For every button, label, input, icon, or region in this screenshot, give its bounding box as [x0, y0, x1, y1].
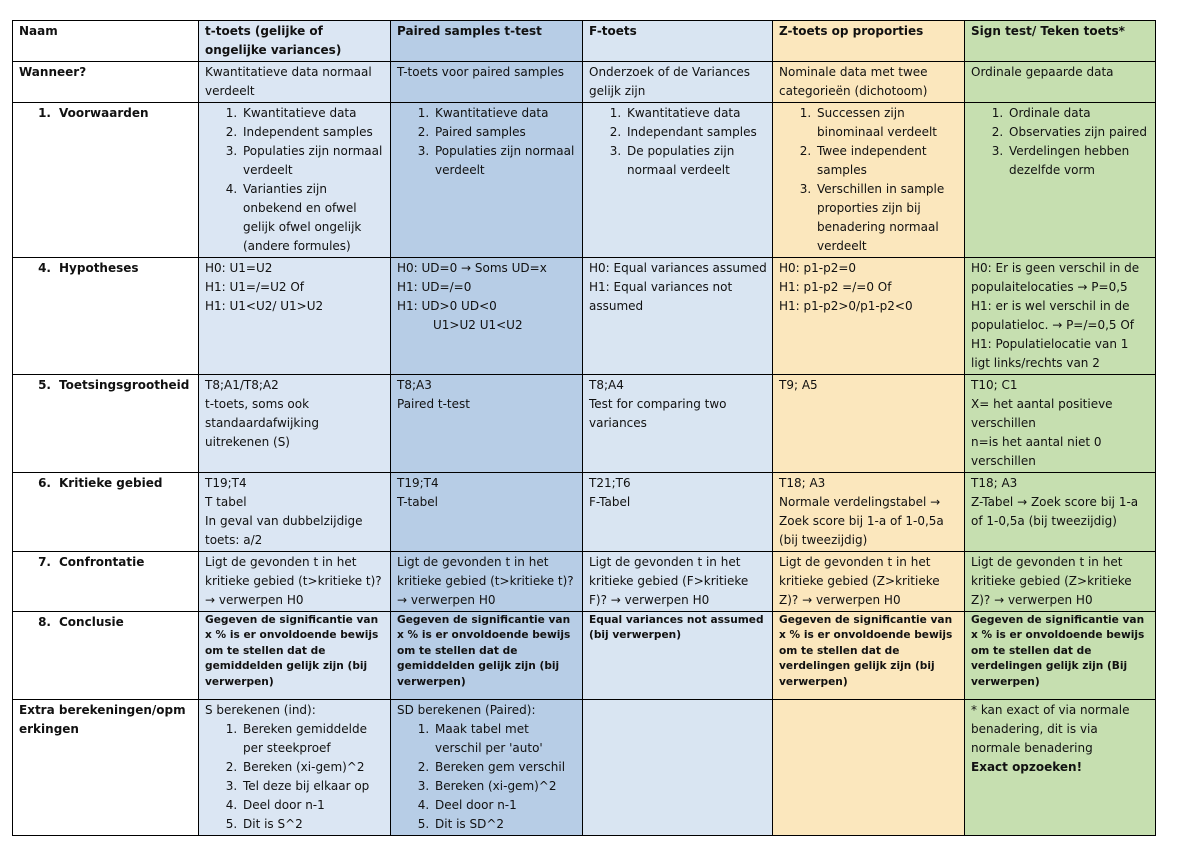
- row-label-kritieke: [13, 473, 199, 552]
- row-label-toetsingsgrootheid: [13, 375, 199, 473]
- header-row: [13, 21, 1156, 62]
- cell-hypotheses-sign: [965, 258, 1156, 375]
- header-paired: Paired samples t-test: [391, 21, 583, 62]
- cell-voorwaarden-sign: [965, 103, 1156, 258]
- header-f-toets: F-toets: [583, 21, 773, 62]
- note-emphasis: Exact opzoeken!: [971, 760, 1083, 774]
- text-line: T10; C1: [971, 378, 1018, 392]
- steps-list: [205, 720, 385, 834]
- conditions-list: [779, 104, 959, 256]
- cell-confrontatie-sign: Ligt de gevonden t in het kritieke gebied (Z>kritieke Z)? → verwerpen H0: [965, 552, 1156, 612]
- text-line: In geval van dubbelzijdige toets: a/2: [205, 514, 363, 547]
- text-line: Test for comparing two variances: [589, 397, 727, 430]
- text-line: T tabel: [205, 495, 247, 509]
- hypothesis-line: H1: U1=/=U2 Of: [205, 280, 304, 294]
- cell-voorwaarden-f: [583, 103, 773, 258]
- cell-extra-sign: [965, 700, 1156, 836]
- row-voorwaarden: [13, 103, 1156, 258]
- cell-conclusie-sign: Gegeven de significantie van x % is er onvoldoende bewijs om te stellen dat de verdelingen gelijk zijn (Bij verwerpen): [965, 612, 1156, 700]
- cell-toets-t: [199, 375, 391, 473]
- cell-voorwaarden-t: [199, 103, 391, 258]
- text-line: T8;A4: [589, 378, 624, 392]
- cell-hypotheses-paired: [391, 258, 583, 375]
- row-title: Kritieke gebied: [59, 476, 163, 490]
- conditions-list: [205, 104, 385, 256]
- row-number: 5.: [38, 378, 51, 392]
- text-line: X= het aantal positieve verschillen: [971, 397, 1113, 430]
- text-line: T-tabel: [397, 495, 438, 509]
- steps-list: [397, 720, 577, 834]
- list-item: 1. Successen zijn binominaal verdeelt: [815, 104, 959, 142]
- cell-confrontatie-paired: Ligt de gevonden t in het kritieke gebied (t>kritieke t)? → verwerpen H0: [391, 552, 583, 612]
- text-line: Normale verdelingstabel → Zoek score bij 1-a of 1-0,5a (bij tweezijdig): [779, 495, 944, 547]
- text-line: T18; A3: [971, 476, 1018, 490]
- cell-conclusie-t: Gegeven de significantie van x % is er onvoldoende bewijs om te stellen dat de gemiddelden gelijk zijn (bij verwerpen): [199, 612, 391, 700]
- row-label-wanneer: Wanneer?: [13, 62, 199, 103]
- cell-kritieke-z: [773, 473, 965, 552]
- conditions-list: [971, 104, 1150, 180]
- text-line: t-toets, soms ook standaardafwijking uitrekenen (S): [205, 397, 319, 449]
- extra-title: S berekenen (ind):: [205, 703, 316, 717]
- list-item: 2. Observaties zijn paired: [1007, 123, 1150, 142]
- row-label-hypotheses: [13, 258, 199, 375]
- row-title: Confrontatie: [59, 555, 145, 569]
- row-wanneer: [13, 62, 1156, 103]
- list-item: 3. Verschillen in sample proporties zijn bij benadering normaal verdeelt: [815, 180, 959, 256]
- cell-conclusie-paired: Gegeven de significantie van x % is er onvoldoende bewijs om te stellen dat de gemiddelden gelijk zijn (bij verwerpen): [391, 612, 583, 700]
- list-item: 3. Populaties zijn normaal verdeelt: [241, 142, 385, 180]
- cell-toets-paired: [391, 375, 583, 473]
- row-label-confrontatie: [13, 552, 199, 612]
- cell-wanneer-sign: Ordinale gepaarde data: [965, 62, 1156, 103]
- cell-toets-z: [773, 375, 965, 473]
- list-item: 4. Deel door n-1: [241, 796, 385, 815]
- row-label-voorwaarden: [13, 103, 199, 258]
- cell-confrontatie-t: Ligt de gevonden t in het kritieke gebied (t>kritieke t)? → verwerpen H0: [199, 552, 391, 612]
- text-line: T19;T4: [205, 476, 247, 490]
- hypothesis-line: H1: UD=/=0: [397, 280, 472, 294]
- row-title: Hypotheses: [59, 261, 139, 275]
- text-line: T18; A3: [779, 476, 826, 490]
- row-label-extra: Extra berekeningen/opmerkingen: [13, 700, 199, 836]
- list-item: 1. Ordinale data: [1007, 104, 1150, 123]
- hypothesis-line: H1: Populatielocatie van 1 ligt links/rechts van 2: [971, 337, 1129, 370]
- cell-conclusie-z: Gegeven de significantie van x % is er onvoldoende bewijs om te stellen dat de verdelingen gelijk zijn (bij verwerpen): [773, 612, 965, 700]
- list-item: 2. Bereken (xi-gem)^2: [241, 758, 385, 777]
- list-item: 2. Independent samples: [241, 123, 385, 142]
- hypothesis-line: H0: UD=0 → Soms UD=x: [397, 261, 547, 275]
- list-item: 5. Dit is SD^2: [433, 815, 577, 834]
- row-number: 4.: [38, 261, 51, 275]
- header-sign-test: Sign test/ Teken toets*: [965, 21, 1156, 62]
- text-line: T8;A1/T8;A2: [205, 378, 279, 392]
- row-number: 8.: [38, 615, 51, 629]
- hypothesis-line: H1: p1-p2 =/=0 Of: [779, 280, 892, 294]
- cell-kritieke-sign: [965, 473, 1156, 552]
- comparison-table-sheet: [12, 20, 1156, 836]
- cell-wanneer-f: Onderzoek of de Variances gelijk zijn: [583, 62, 773, 103]
- hypothesis-line: H1: U1<U2/ U1>U2: [205, 299, 324, 313]
- row-number: 6.: [38, 476, 51, 490]
- list-item: 1. Kwantitatieve data: [433, 104, 577, 123]
- conditions-list: [397, 104, 577, 180]
- cell-voorwaarden-z: [773, 103, 965, 258]
- row-label-conclusie: [13, 612, 199, 700]
- cell-confrontatie-f: Ligt de gevonden t in het kritieke gebied (F>kritieke F)? → verwerpen H0: [583, 552, 773, 612]
- row-toetsingsgrootheid: [13, 375, 1156, 473]
- list-item: 4. Varianties zijn onbekend en ofwel gelijk ofwel ongelijk (andere formules): [241, 180, 385, 256]
- cell-wanneer-paired: T-toets voor paired samples: [391, 62, 583, 103]
- list-item: 4. Deel door n-1: [433, 796, 577, 815]
- row-conclusie: [13, 612, 1156, 700]
- cell-extra-t: [199, 700, 391, 836]
- extra-title: SD berekenen (Paired):: [397, 703, 536, 717]
- cell-confrontatie-z: Ligt de gevonden t in het kritieke gebied (Z>kritieke Z)? → verwerpen H0: [773, 552, 965, 612]
- hypothesis-line: H0: p1-p2=0: [779, 261, 857, 275]
- row-kritieke-gebied: [13, 473, 1156, 552]
- row-title: Voorwaarden: [59, 106, 149, 120]
- header-naam: Naam: [13, 21, 199, 62]
- cell-toets-sign: [965, 375, 1156, 473]
- cell-hypotheses-t: [199, 258, 391, 375]
- list-item: 2. Twee independent samples: [815, 142, 959, 180]
- hypothesis-line: H1: p1-p2>0/p1-p2<0: [779, 299, 913, 313]
- hypothesis-line: H1: er is wel verschil in de populatieloc. → P=/=0,5 Of: [971, 299, 1135, 332]
- cell-extra-paired: [391, 700, 583, 836]
- list-item: 1. Kwantitatieve data: [241, 104, 385, 123]
- header-t-toets: t-toets (gelijke of ongelijke variances): [199, 21, 391, 62]
- row-title: Conclusie: [59, 615, 124, 629]
- cell-toets-f: [583, 375, 773, 473]
- header-z-toets: Z-toets op proporties: [773, 21, 965, 62]
- list-item: 1. Kwantitatieve data: [625, 104, 767, 123]
- list-item: 3. Tel deze bij elkaar op: [241, 777, 385, 796]
- text-line: T21;T6: [589, 476, 631, 490]
- cell-kritieke-paired: [391, 473, 583, 552]
- cell-extra-z: [773, 700, 965, 836]
- list-item: 5. Dit is S^2: [241, 815, 385, 834]
- row-hypotheses: [13, 258, 1156, 375]
- cell-kritieke-t: [199, 473, 391, 552]
- statistical-tests-table: [12, 20, 1156, 836]
- cell-conclusie-f: Equal variances not assumed (bij verwerpen): [583, 612, 773, 700]
- row-extra: [13, 700, 1156, 836]
- row-confrontatie: [13, 552, 1156, 612]
- text-line: n=is het aantal niet 0 verschillen: [971, 435, 1102, 468]
- hypothesis-line: H0: Equal variances assumed: [589, 261, 767, 275]
- list-item: 1. Maak tabel met verschil per 'auto': [433, 720, 577, 758]
- list-item: 1. Bereken gemiddelde per steekproef: [241, 720, 385, 758]
- hypothesis-line: H0: U1=U2: [205, 261, 273, 275]
- hypothesis-line: U1>U2 U1<U2: [433, 318, 523, 332]
- row-number: 7.: [38, 555, 51, 569]
- list-item: 3. De populaties zijn normaal verdeelt: [625, 142, 767, 180]
- hypothesis-line: H1: Equal variances not assumed: [589, 280, 733, 313]
- note-text: * kan exact of via normale benadering, dit is via normale benadering: [971, 703, 1130, 755]
- list-item: 3. Verdelingen hebben dezelfde vorm: [1007, 142, 1150, 180]
- text-line: T19;T4: [397, 476, 439, 490]
- cell-wanneer-z: Nominale data met twee categorieën (dichotoom): [773, 62, 965, 103]
- hypothesis-line: H0: Er is geen verschil in de populaitelocaties → P=0,5: [971, 261, 1140, 294]
- cell-voorwaarden-paired: [391, 103, 583, 258]
- text-line: F-Tabel: [589, 495, 631, 509]
- text-line: Z-Tabel → Zoek score bij 1-a of 1-0,5a (bij tweezijdig): [971, 495, 1139, 528]
- hypothesis-line: H1: UD>0 UD<0: [397, 299, 497, 313]
- row-title: Toetsingsgrootheid: [59, 378, 190, 392]
- list-item: 2. Paired samples: [433, 123, 577, 142]
- cell-extra-f: [583, 700, 773, 836]
- list-item: 3. Populaties zijn normaal verdeelt: [433, 142, 577, 180]
- cell-kritieke-f: [583, 473, 773, 552]
- cell-hypotheses-z: [773, 258, 965, 375]
- list-item: 3. Bereken (xi-gem)^2: [433, 777, 577, 796]
- cell-wanneer-t: Kwantitatieve data normaal verdeelt: [199, 62, 391, 103]
- text-line: T9; A5: [779, 378, 818, 392]
- row-number: 1.: [38, 106, 51, 120]
- text-line: T8;A3: [397, 378, 432, 392]
- list-item: 2. Bereken gem verschil: [433, 758, 577, 777]
- cell-hypotheses-f: [583, 258, 773, 375]
- list-item: 2. Independant samples: [625, 123, 767, 142]
- text-line: Paired t-test: [397, 397, 470, 411]
- conditions-list: [589, 104, 767, 180]
